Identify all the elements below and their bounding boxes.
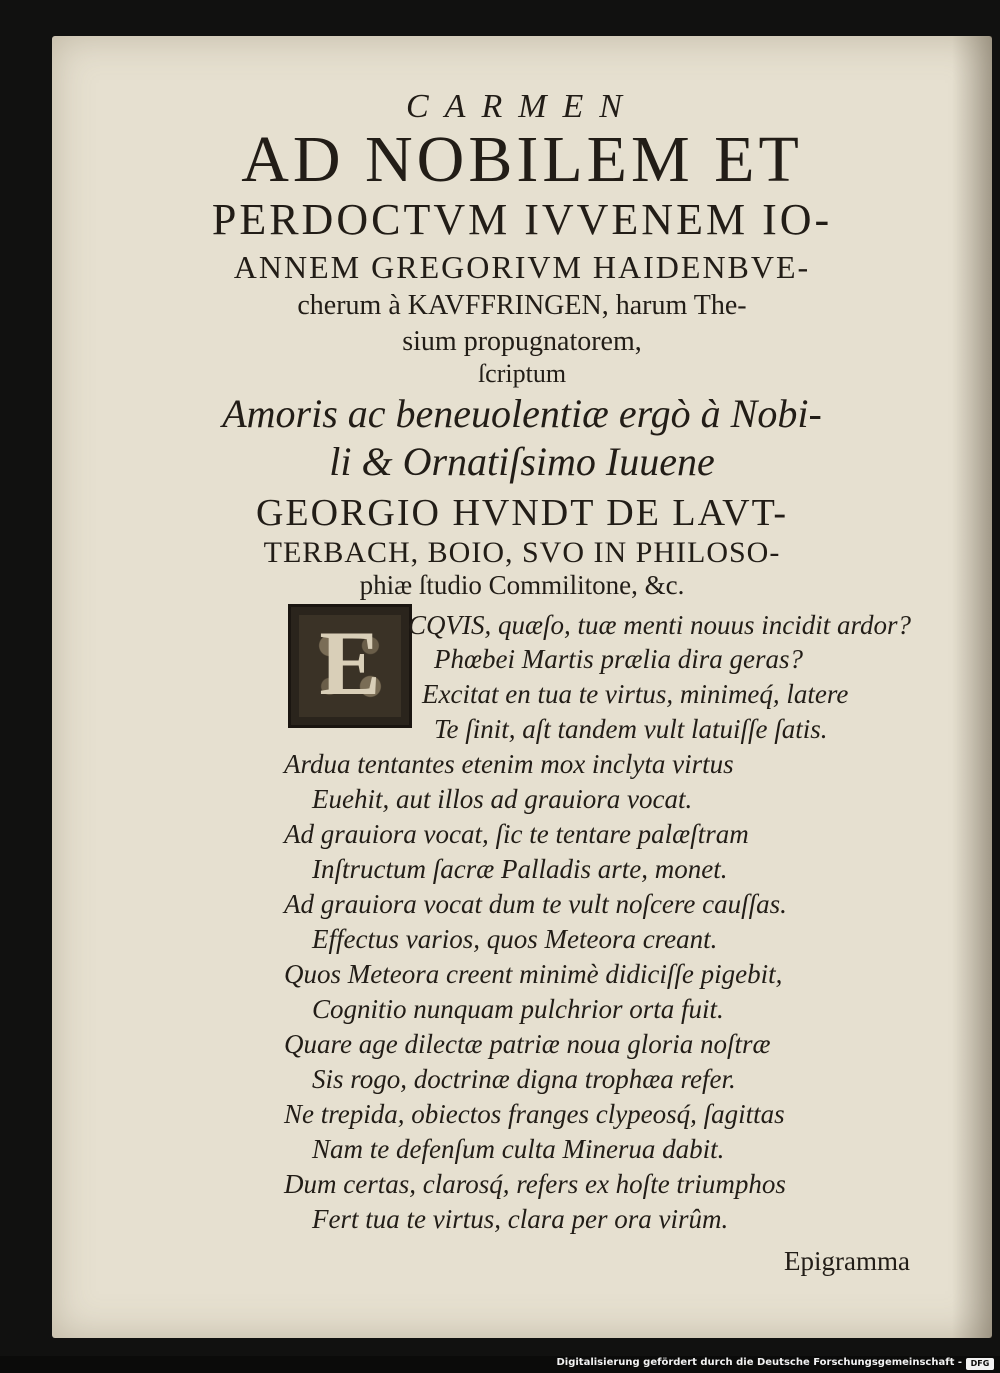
name-line-2: TERBACH, BOIO, SVO IN PHILOSO-: [263, 536, 781, 569]
verse-line: Te ſinit, aſt tandem vult latuiſſe ſatis.: [434, 714, 828, 744]
funding-credit: Digitalisierung gefördert durch die Deutsche Forschungsgemeinschaft -: [556, 1357, 962, 1368]
verse-line: Sis rogo, doctrinæ digna trophæa refer.: [312, 1064, 736, 1094]
verse-line: Cognitio nunquam pulchrior orta fuit.: [312, 994, 724, 1024]
title-line-5: sium propugnatorem,: [402, 326, 642, 357]
verse-line: Ne trepida, obiectos franges clypeosq́, ſagittas: [284, 1099, 785, 1129]
decorated-initial: [288, 604, 412, 728]
verse-line: CQVIS, quæſo, tuæ menti nouus incidit ardor?: [408, 610, 912, 640]
dedication-line-1: Amoris ac beneuolentiæ ergò à Nobi-: [222, 391, 822, 436]
verse-line: Fert tua te virtus, clara per ora virûm.: [312, 1204, 729, 1234]
catchword: Epigramma: [784, 1246, 910, 1276]
dedication-line-2: li & Ornatiſsimo Iuuene: [329, 439, 715, 484]
verse-line: Effectus varios, quos Meteora creant.: [312, 924, 718, 954]
verse-line: Ardua tentantes etenim mox inclyta virtus: [284, 749, 734, 779]
verse-line: Excitat en tua te virtus, minimeq́, latere: [422, 679, 849, 709]
verse-line: Dum certas, clarosq́, refers ex hoſte triumphos: [284, 1169, 786, 1199]
title-line-2: PERDOCTVM IVVENEM IO-: [211, 195, 833, 244]
name-line-3: phiæ ſtudio Commilitone, &c.: [359, 570, 685, 600]
title-line-1: AD NOBILEM ET: [241, 123, 803, 196]
verse-line: Ad grauiora vocat dum te vult noſcere cauſſas.: [284, 889, 787, 919]
verse-line: Euehit, aut illos ad grauiora vocat.: [312, 784, 693, 814]
initial-letter: E: [319, 612, 381, 714]
book-page: [52, 36, 992, 1338]
name-line-1: GEORGIO HVNDT DE LAVT-: [255, 492, 788, 534]
title-line-4: cherum à KAVFFRINGEN, harum The-: [297, 290, 747, 321]
dfg-logo: DFG: [966, 1358, 994, 1370]
verse-line: Phœbei Martis prælia dira geras?: [434, 644, 804, 674]
verse-line: Quos Meteora creent minimè didiciſſe pigebit,: [284, 959, 783, 989]
title-line-6: ſcriptum: [477, 359, 567, 388]
verse-line: Inſtructum ſacræ Palladis arte, monet.: [312, 854, 728, 884]
heading-carmen: CARMEN: [406, 88, 638, 125]
verse-line: Nam te defenſum culta Minerua dabit.: [312, 1134, 725, 1164]
verse-line: Quare age dilectæ patriæ noua gloria noſtræ: [284, 1029, 771, 1059]
title-line-3: ANNEM GREGORIVM HAIDENBVE-: [233, 249, 811, 285]
verse-line: Ad grauiora vocat, ſic te tentare palæſtram: [284, 819, 749, 849]
